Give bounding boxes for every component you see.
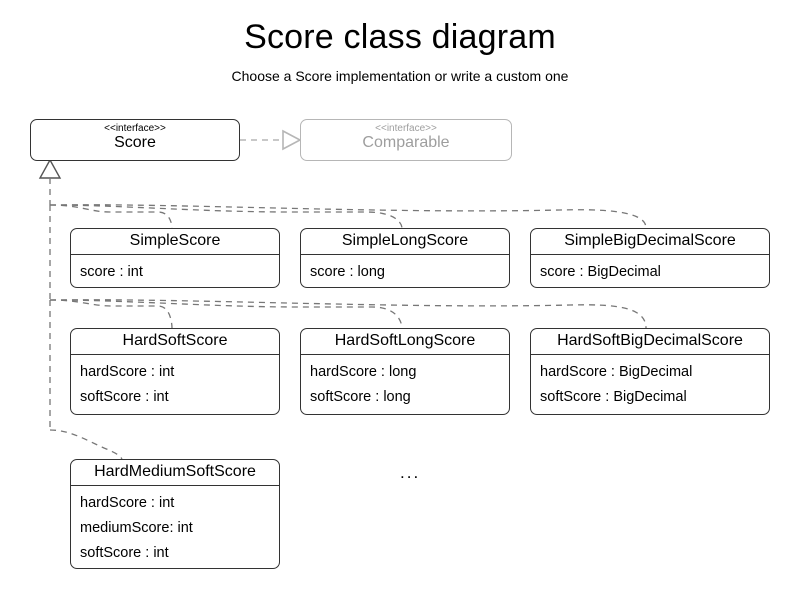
edge-to-simple-long-score <box>50 205 402 228</box>
class-header <box>301 120 511 156</box>
class-title: HardSoftLongScore <box>334 332 476 349</box>
more-classes-ellipsis: ... <box>400 463 421 482</box>
class-box-hard-medium-soft-score[interactable] <box>70 459 280 569</box>
attribute-row: hardScore : long <box>310 364 417 381</box>
stereotype-label: <<interface>> <box>104 123 166 134</box>
stereotype-label: <<interface>> <box>375 123 437 134</box>
class-title: SimpleBigDecimalScore <box>564 232 736 249</box>
class-attributes <box>531 255 769 288</box>
class-box-hard-soft-big-decimal-score[interactable] <box>530 328 770 415</box>
class-box-simple-big-decimal-score[interactable] <box>530 228 770 288</box>
attribute-row: softScore : BigDecimal <box>540 389 687 406</box>
diagram-title: Score class diagram <box>244 18 556 56</box>
edge-to-simple-score <box>50 205 172 228</box>
class-attributes <box>301 355 509 415</box>
attribute-row: softScore : long <box>310 389 411 406</box>
class-title: HardSoftScore <box>122 332 228 349</box>
attribute-row: hardScore : BigDecimal <box>540 364 693 381</box>
class-box-comparable-interface[interactable] <box>300 119 512 161</box>
edge-to-hard-soft-long-score <box>50 300 402 328</box>
edge-to-hard-soft-big-decimal-score <box>50 300 646 328</box>
edge-to-simple-big-decimal-score <box>50 205 646 228</box>
attribute-row: hardScore : int <box>80 364 175 381</box>
attribute-row: hardScore : int <box>80 495 175 512</box>
attribute-row: score : long <box>310 264 385 281</box>
class-box-simple-long-score[interactable] <box>300 228 510 288</box>
class-title: HardSoftBigDecimalScore <box>557 332 743 349</box>
class-box-hard-soft-score[interactable] <box>70 328 280 415</box>
attribute-row: mediumScore: int <box>80 520 193 537</box>
edge-to-hard-medium-soft-score <box>50 430 122 460</box>
class-title: SimpleLongScore <box>341 232 469 249</box>
class-box-score-interface[interactable] <box>30 119 240 161</box>
attribute-row: softScore : int <box>80 545 169 562</box>
class-title: HardMediumSoftScore <box>94 463 256 480</box>
class-attributes <box>531 355 769 415</box>
class-title: SimpleScore <box>129 232 221 249</box>
attribute-row: score : BigDecimal <box>540 264 661 281</box>
edge-score-to-comparable <box>240 131 300 149</box>
class-attributes <box>71 255 279 288</box>
attribute-row: score : int <box>80 264 143 281</box>
generalization-arrow-score <box>40 160 60 178</box>
class-attributes <box>71 355 279 415</box>
class-box-hard-soft-long-score[interactable] <box>300 328 510 415</box>
class-title: Score <box>114 134 156 151</box>
class-attributes <box>71 486 279 569</box>
attribute-row: softScore : int <box>80 389 169 406</box>
class-header <box>31 120 239 156</box>
class-attributes <box>301 255 509 288</box>
class-title: Comparable <box>362 134 450 151</box>
edge-to-hard-soft-score <box>50 300 172 328</box>
diagram-subtitle: Choose a Score implementation or write a custom one <box>231 68 569 84</box>
class-box-simple-score[interactable] <box>70 228 280 288</box>
